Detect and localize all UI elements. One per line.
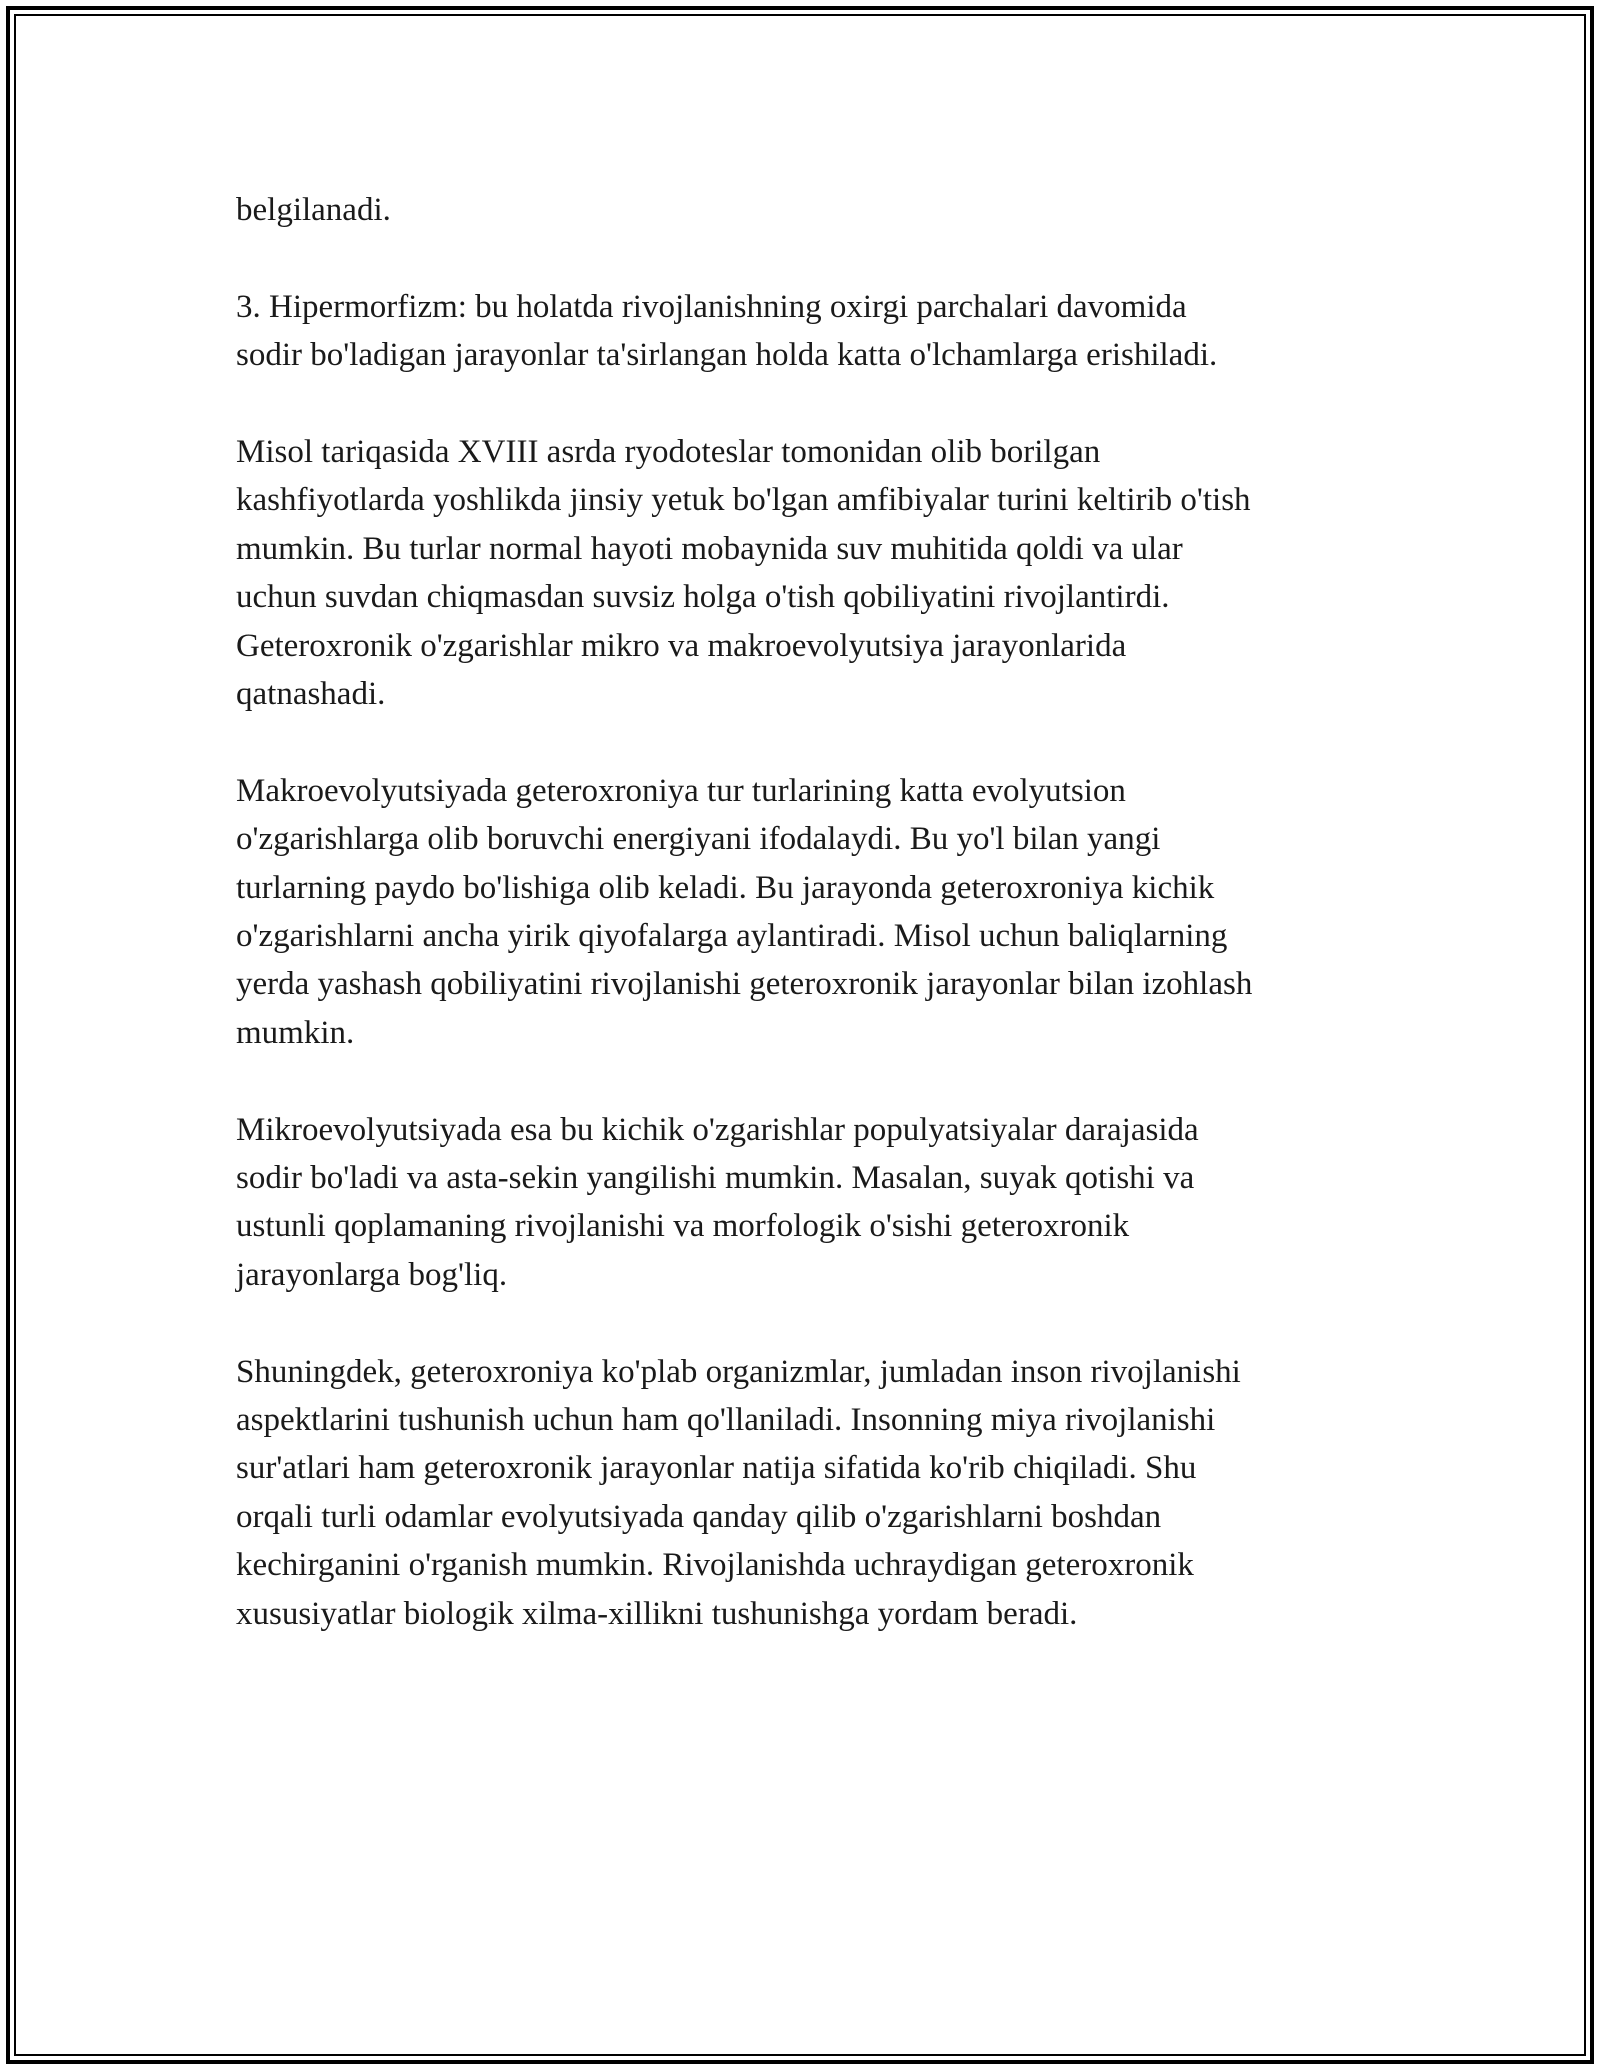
paragraph-human-development: Shuningdek, geteroxroniya ko'plab organizmlar, jumladan inson rivojlanishi aspektlarini tushunish uchun ham qo'llaniladi. Insonning miya rivojlanishi sur'atlari ham geteroxronik jarayonlar natija sifatida ko'rib chiqiladi. Shu orqali turli odamlar evolyutsiyada qanday qilib o'zgarishlarni boshdan kechirganini o'rganish mumkin. Rivojlanishda uchraydigan geteroxronik xususiyatlar biologik xilma-xillikni tushunishga yordam beradi. [236, 1353, 1241, 1632]
paragraph-example-amphibians: Misol tariqasida XVIII asrda ryodoteslar tomonidan olib borilgan kashfiyotlarda yoshlikda jinsiy yetuk bo'lgan amfibiyalar turini keltirib o'tish mumkin. Bu turlar normal hayoti mobaynida suv muhitida qoldi va ular uchun suvdan chiqmasdan suvsiz holga o'tish qobiliyatini rivojlantirdi. Geteroxronik o'zgarishlar mikro va makroevolyutsiya jarayonlarida qatnashadi. [236, 434, 1251, 713]
paragraph-continuation: belgilanadi. [236, 192, 391, 228]
paragraph-microevolution: Mikroevolyutsiyada esa bu kichik o'zgarishlar populyatsiyalar darajasida sodir bo'ladi va asta-sekin yangilishi mumkin. Masalan, suyak qotishi va ustunli qoplamaning rivojlanishi va morfologik o'sishi geteroxronik jarayonlarga bog'liq. [236, 1111, 1199, 1293]
document-body [236, 186, 1386, 1687]
paragraph-macroevolution: Makroevolyutsiyada geteroxroniya tur turlarining katta evolyutsion o'zgarishlarga olib boruvchi energiyani ifodalaydi. Bu yo'l bilan yangi turlarning paydo bo'lishiga olib keladi. Bu jarayonda geteroxroniya kichik o'zgarishlarni ancha yirik qiyofalarga aylantiradi. Misol uchun baliqlarning yerda yashash qobiliyatini rivojlanishi geteroxronik jarayonlar bilan izohlash mumkin. [236, 772, 1253, 1051]
paragraph-hipermorfizm: 3. Hipermorfizm: bu holatda rivojlanishning oxirgi parchalari davomida sodir bo'ladigan jarayonlar ta'sirlangan holda katta o'lchamlarga erishiladi. [236, 288, 1218, 374]
